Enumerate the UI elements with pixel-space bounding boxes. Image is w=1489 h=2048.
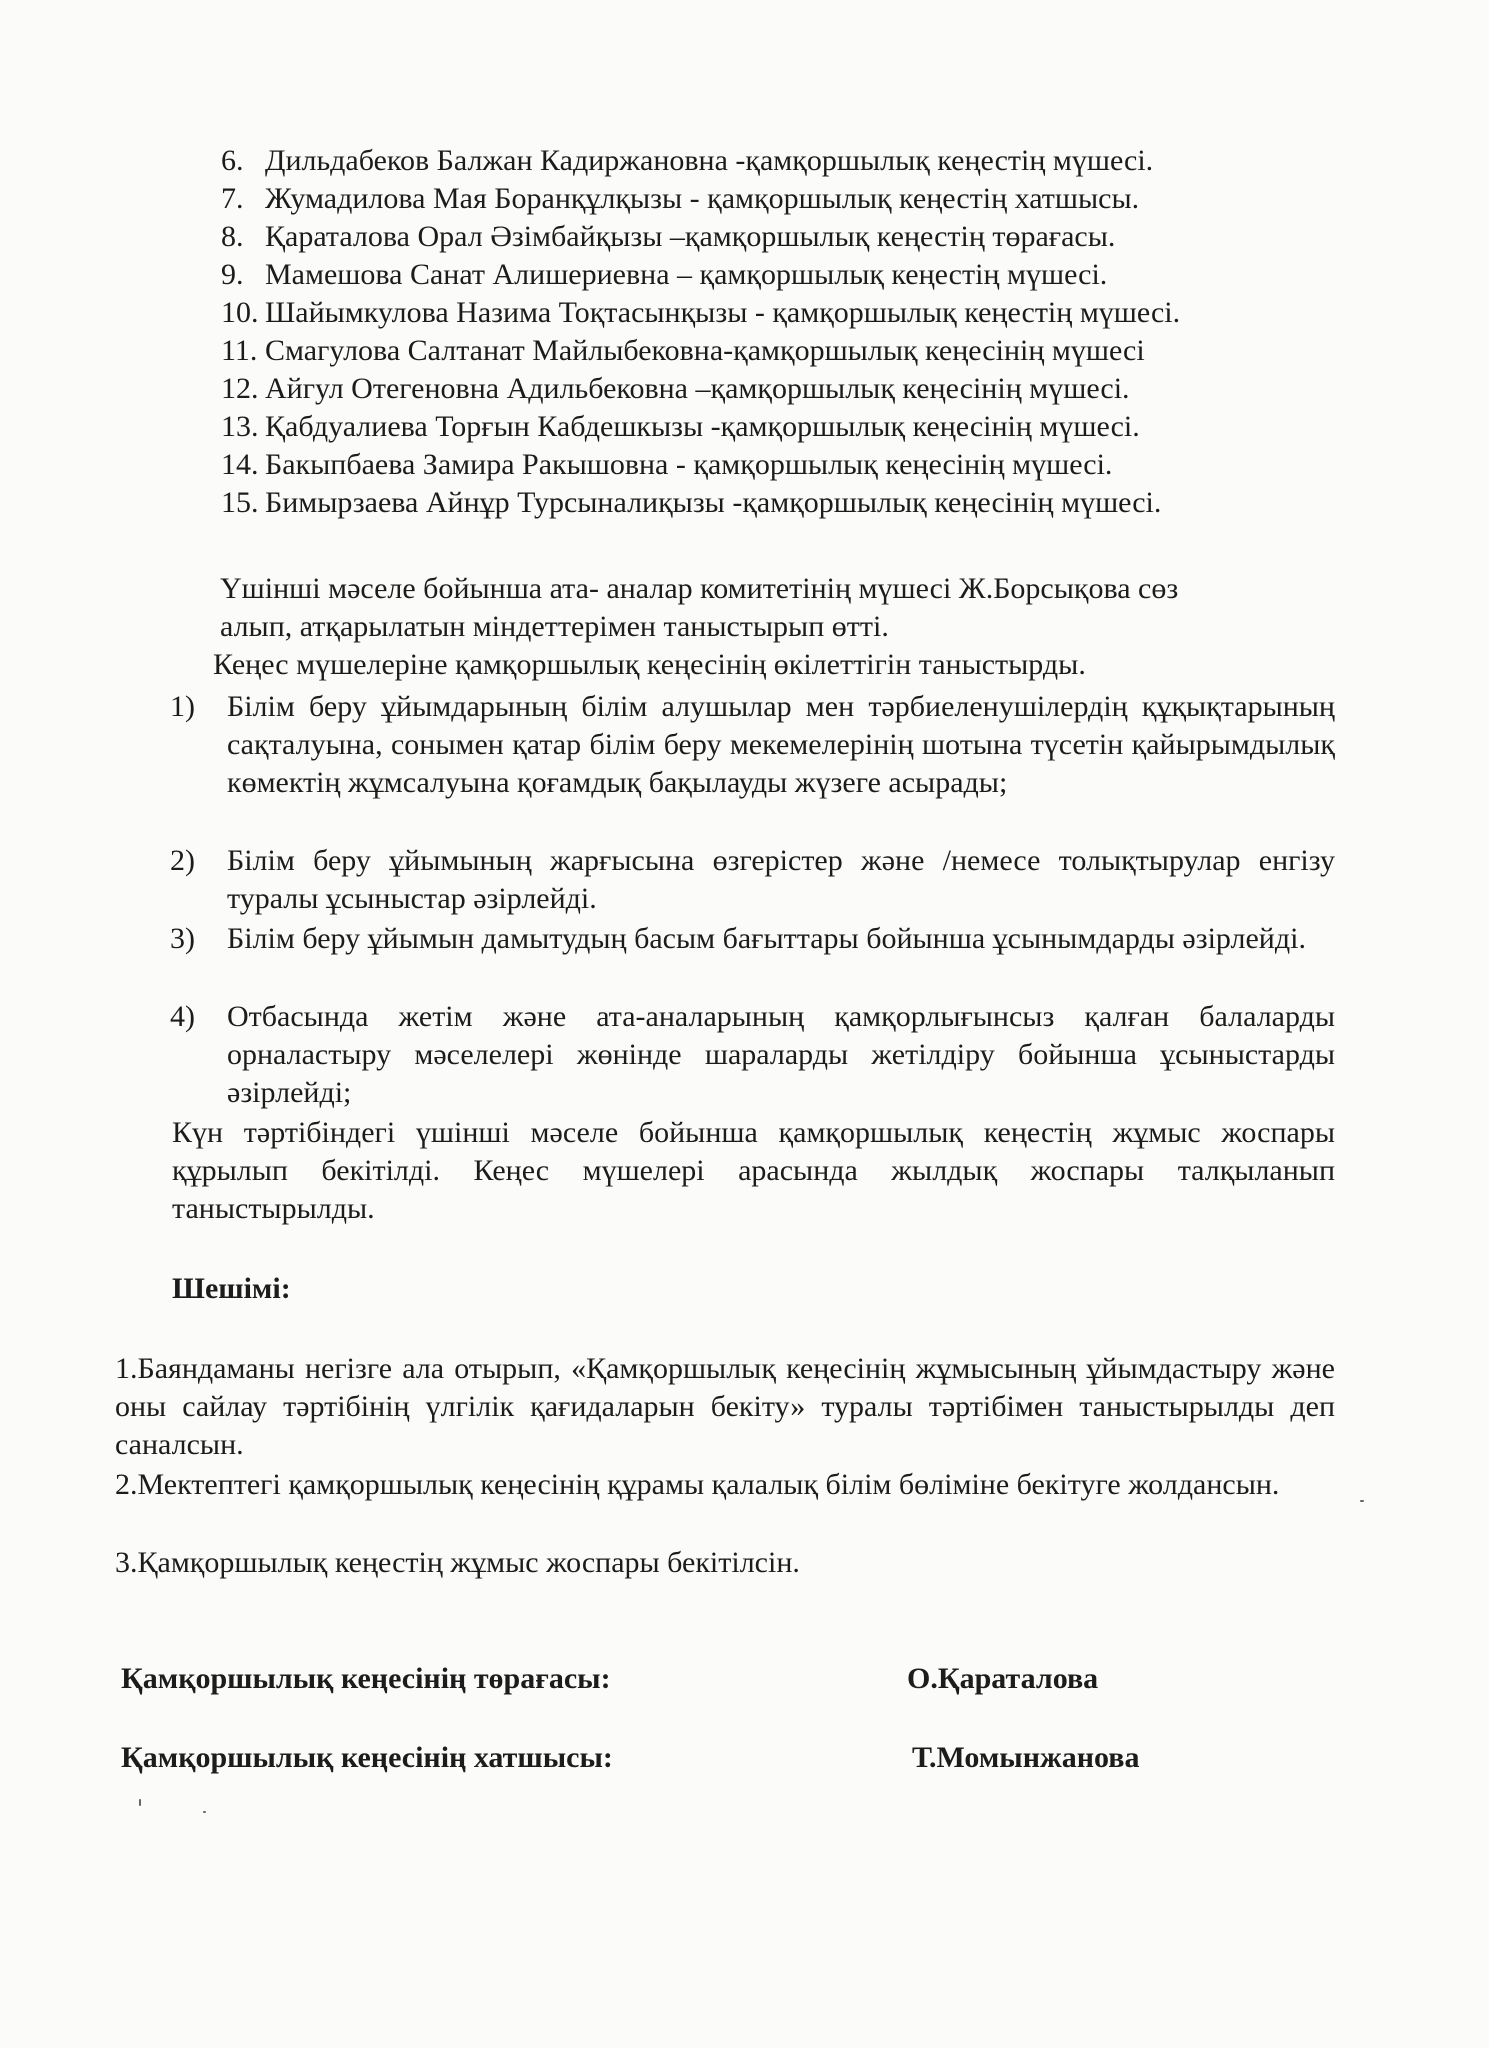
- power-marker: 2): [170, 844, 195, 877]
- power-item: Білім беру ұйымдарының білім алушылар мен тәрбиеленушілердің құқықтарының сақталуына, сонымен қатар білім беру мекемелерінің шотына түсетін қайырымдылық көмектің жұмсалуына қоғамдық бақылауды жүзеге асырады;: [227, 690, 1335, 799]
- member-text: Смагулова Салтанат Майлыбековна-қамқоршылық кеңесінің мүшесі: [265, 334, 1145, 367]
- item-number: 11.: [221, 334, 258, 367]
- item-number: 7.: [221, 182, 244, 215]
- list-item: [221, 220, 1115, 254]
- member-text: Жумадилова Мая Боранқұлқызы - қамқоршылық кеңестің хатшысы.: [265, 182, 1140, 215]
- member-text: Бимырзаева Айнұр Турсыналиқызы -қамқоршылық кеңесінің мүшесі.: [265, 486, 1162, 519]
- power-item: Отбасында жетім және ата-аналарының қамқорлығынсыз қалған балаларды орналастыру мәселелері жөнінде шараларды жетілдіру бойынша ұсыныстарды әзірлейді;: [227, 1000, 1335, 1109]
- powers-intro: Кеңес мүшелеріне қамқоршылық кеңесінің өкілеттігін таныстырды.: [213, 648, 1086, 681]
- decision-heading: Шешімі:: [172, 1272, 291, 1305]
- list-item: [221, 258, 1107, 292]
- list-item: [221, 296, 1180, 330]
- signature-role: Қамқоршылық кеңесінің төрағасы:: [121, 1662, 611, 1695]
- decision-item: 1.Баяндаманы негізге ала отырып, «Қамқоршылық кеңесінің жұмысының ұйымдастыру және оны сайлау тәртібінің үлгілік қағидаларын бекіту» туралы тәртібімен таныстырылды деп саналсын.: [115, 1352, 1335, 1461]
- list-item: [221, 372, 1130, 406]
- signature-name: Т.Момынжанова: [912, 1741, 1140, 1774]
- scan-speck: [139, 1799, 141, 1806]
- list-item: [221, 410, 1140, 444]
- member-text: Мамешова Санат Алишериевна – қамқоршылық кеңестің мүшесі.: [265, 258, 1108, 291]
- member-text: Шайымкулова Назима Тоқтасынқызы - қамқоршылық кеңестің мүшесі.: [265, 296, 1181, 329]
- list-item: [221, 144, 1153, 178]
- agenda-paragraph: Күн тәртібіндегі үшінші мәселе бойынша қамқоршылық кеңестің жұмыс жоспары құрылып бекітілді. Кеңес мүшелері арасында жылдық жоспары талқыланып таныстырылды.: [172, 1116, 1335, 1225]
- decision-item: 2.Мектептегі қамқоршылық кеңесінің құрамы қалалық білім бөліміне бекітуге жолдансын.: [115, 1468, 1280, 1501]
- member-text: Қараталова Орал Әзімбайқызы –қамқоршылық кеңестің төрағасы.: [265, 220, 1116, 253]
- item-number: 14.: [221, 448, 259, 481]
- item-number: 10.: [221, 296, 259, 329]
- power-item: Білім беру ұйымын дамытудың басым бағыттары бойынша ұсынымдарды әзірлейді.: [227, 922, 1306, 955]
- item-number: 12.: [221, 372, 259, 405]
- scan-speck: [203, 1811, 206, 1813]
- power-marker: 1): [170, 690, 195, 723]
- signature-role: Қамқоршылық кеңесінің хатшысы:: [121, 1741, 613, 1774]
- list-item: [221, 182, 1139, 216]
- list-item: [221, 486, 1161, 520]
- power-marker: 4): [170, 1000, 195, 1033]
- item-number: 8.: [221, 220, 244, 253]
- item-number: 15.: [221, 486, 259, 519]
- item-number: 13.: [221, 410, 259, 443]
- power-marker: 3): [170, 922, 195, 955]
- member-text: Дильдабеков Балжан Кадиржановна -қамқоршылық кеңестің мүшесі.: [265, 144, 1154, 177]
- third-issue-line-2: алып, атқарылатын міндеттерімен таныстырып өтті.: [220, 610, 889, 643]
- list-item: [221, 334, 1145, 368]
- member-text: Бакыпбаева Замира Ракышовна - қамқоршылық кеңесінің мүшесі.: [265, 448, 1113, 481]
- member-text: Қабдуалиева Торғын Кабдешкызы -қамқоршылық кеңесінің мүшесі.: [265, 410, 1140, 443]
- signature-name: О.Қараталова: [907, 1662, 1099, 1695]
- power-item: Білім беру ұйымының жарғысына өзгерістер және /немесе толықтырулар енгізу туралы ұсыныстар әзірлейді.: [227, 844, 1335, 915]
- decision-item: 3.Қамқоршылық кеңестің жұмыс жоспары бекітілсін.: [115, 1546, 800, 1579]
- third-issue-line-1: Үшінші мәселе бойынша ата- аналар комитетінің мүшесі Ж.Борсықова сөз: [220, 572, 1179, 605]
- scan-speck: [1360, 1500, 1364, 1502]
- member-text: Айгул Отегеновна Адильбековна –қамқоршылық кеңесінің мүшесі.: [265, 372, 1130, 405]
- item-number: 9.: [221, 258, 244, 291]
- item-number: 6.: [221, 144, 244, 177]
- list-item: [221, 448, 1112, 482]
